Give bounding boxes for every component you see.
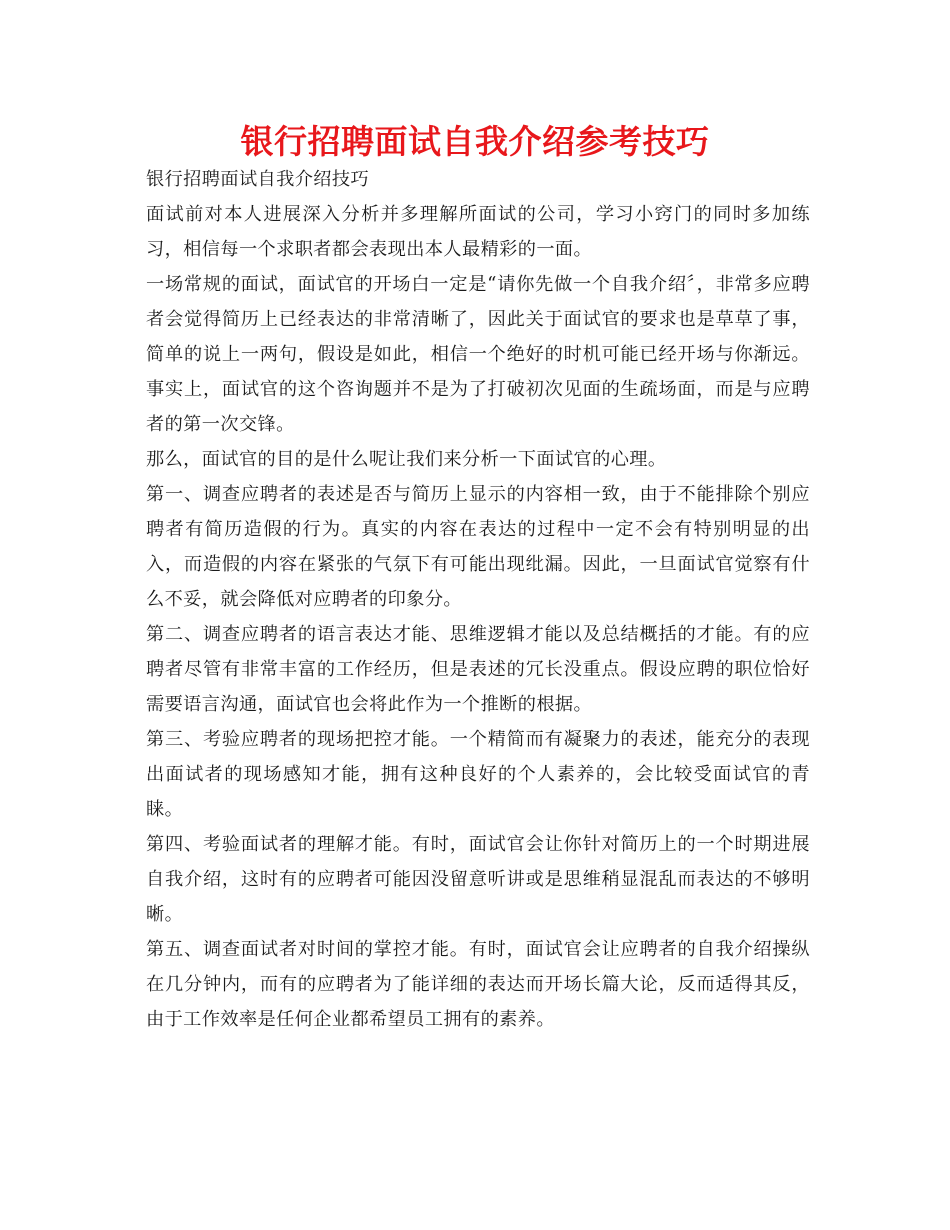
subtitle-paragraph: 银行招聘面试自我介绍技巧 bbox=[146, 169, 370, 190]
opening-paragraph: 一场常规的面试，面试官的开场白一定是“请你先做一个自我介绍〞，非常多应聘者会觉得简历上已经表达的非常清晰了，因此关于面试官的要求也是草草了事，简单的说上一两句，假设是如此，相信一个绝好的时机可能已经开场与你渐远。事实上，面试官的这个咨询题并不是为了打破初次见面的生疏场面，而是与应聘者的第一次交锋。 bbox=[146, 274, 810, 435]
point-five-paragraph: 第五、调查面试者对时间的掌控才能。有时，面试官会让应聘者的自我介绍操纵在几分钟内，而有的应聘者为了能详细的表达而开场长篇大论，反而适得其反，由于工作效率是任何企业都希望员工拥有的素养。 bbox=[146, 939, 810, 1030]
point-one-paragraph: 第一、调查应聘者的表述是否与简历上显示的内容相一致，由于不能排除个别应聘者有简历造假的行为。真实的内容在表达的过程中一定不会有特别明显的出入，而造假的内容在紧张的气氛下有可能出现纰漏。因此，一旦面试官觉察有什么不妥，就会降低对应聘者的印象分。 bbox=[146, 484, 810, 610]
document-body bbox=[146, 162, 810, 1037]
point-two-paragraph: 第二、调查应聘者的语言表达才能、思维逻辑才能以及总结概括的才能。有的应聘者尽管有非常丰富的工作经历，但是表述的冗长没重点。假设应聘的职位恰好需要语言沟通，面试官也会将此作为一个推断的根据。 bbox=[146, 624, 810, 715]
point-four-paragraph: 第四、考验面试者的理解才能。有时，面试官会让你针对简历上的一个时期进展自我介绍，这时有的应聘者可能因没留意听讲或是思维稍显混乱而表达的不够明晰。 bbox=[146, 834, 810, 925]
point-three-paragraph: 第三、考验应聘者的现场把控才能。一个精简而有凝聚力的表述，能充分的表现出面试者的现场感知才能，拥有这种良好的个人素养的，会比较受面试官的青睐。 bbox=[146, 729, 810, 820]
document-title: 银行招聘面试自我介绍参考技巧 bbox=[240, 122, 710, 161]
question-paragraph: 那么，面试官的目的是什么呢让我们来分析一下面试官的心理。 bbox=[146, 449, 667, 470]
intro-paragraph: 面试前对本人进展深入分析并多理解所面试的公司，学习小窍门的同时多加练习，相信每一个求职者都会表现出本人最精彩的一面。 bbox=[146, 204, 810, 260]
